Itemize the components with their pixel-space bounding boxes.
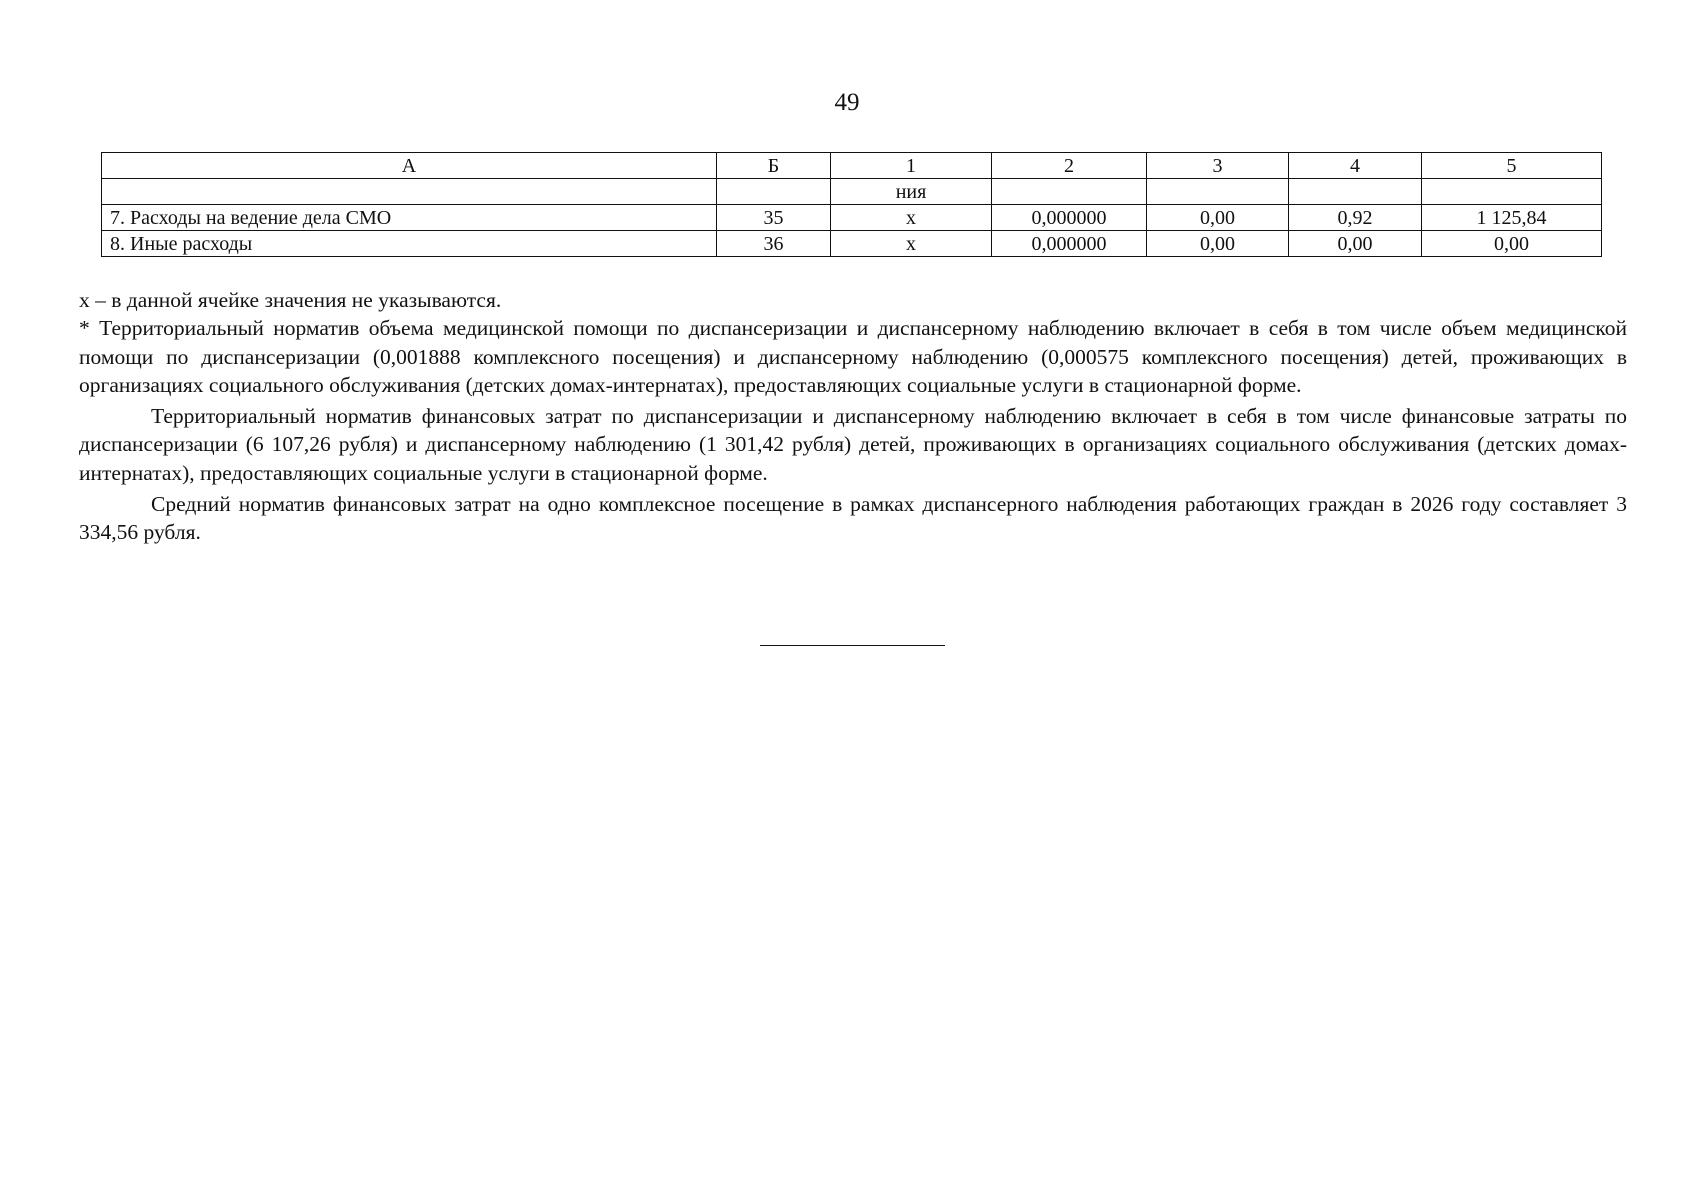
header-cell-2: 2 xyxy=(992,153,1147,179)
expenses-table xyxy=(101,152,1602,257)
header-cell-b: Б xyxy=(717,153,831,179)
paragraph-average-norm: Средний норматив финансовых затрат на одно комплексное посещение в рамках диспансерного наблюдения работающих граждан в 2026 году составляет 3 334,56 рубля. xyxy=(79,492,1627,545)
table-cell: 0,000000 xyxy=(992,231,1147,257)
page-number: 49 xyxy=(834,89,860,116)
table-cell xyxy=(1422,179,1602,205)
table-continuation-row xyxy=(102,179,1602,205)
header-cell-1: 1 xyxy=(831,153,992,179)
table-cell xyxy=(717,179,831,205)
header-cell-4: 4 xyxy=(1289,153,1422,179)
header-cell-3: 3 xyxy=(1147,153,1289,179)
table-cell: 0,000000 xyxy=(992,205,1147,231)
notes-section xyxy=(79,286,1627,547)
table-cell: 0,92 xyxy=(1289,205,1422,231)
table-cell xyxy=(992,179,1147,205)
asterisk-footnote: * Территориальный норматив объема медицинской помощи по диспансеризации и диспансерному наблюдению включает в себя в том числе объем медицинской помощи по диспансеризации (0,001888 комплексного посещения) и диспансерному наблюдению (0,000575 комплексного посещения) детей, проживающих в организациях социального обслуживания (детских домах-интернатах), предоставляющих социальные услуги в стационарной форме. xyxy=(79,316,1627,397)
table-cell: х xyxy=(831,205,992,231)
row-label: 7. Расходы на ведение дела СМО xyxy=(102,205,717,231)
table-cell xyxy=(1289,179,1422,205)
row-code: 35 xyxy=(717,205,831,231)
end-divider-line xyxy=(760,645,945,646)
table-cell: 0,00 xyxy=(1147,205,1289,231)
paragraph-financial-costs: Территориальный норматив финансовых затрат по диспансеризации и диспансерному наблюдению включает в себя в том числе финансовые затраты по диспансеризации (6 107,26 рубля) и диспансерному наблюдению (1 301,42 рубля) детей, проживающих в организациях социального обслуживания (детских домах-интернатах), предоставляющих социальные услуги в стационарной форме. xyxy=(79,404,1627,485)
table-cell: х xyxy=(831,231,992,257)
header-cell-a: А xyxy=(102,153,717,179)
table-row xyxy=(102,205,1602,231)
table-row xyxy=(102,231,1602,257)
table-cell: 0,00 xyxy=(1422,231,1602,257)
table-cell xyxy=(102,179,717,205)
table-cell xyxy=(1147,179,1289,205)
table-cell: 1 125,84 xyxy=(1422,205,1602,231)
header-cell-5: 5 xyxy=(1422,153,1602,179)
table-header-row xyxy=(102,153,1602,179)
row-label: 8. Иные расходы xyxy=(102,231,717,257)
table-cell: ния xyxy=(831,179,992,205)
row-code: 36 xyxy=(717,231,831,257)
table-cell: 0,00 xyxy=(1289,231,1422,257)
table-cell: 0,00 xyxy=(1147,231,1289,257)
x-footnote: х – в данной ячейке значения не указываются. xyxy=(79,288,502,312)
